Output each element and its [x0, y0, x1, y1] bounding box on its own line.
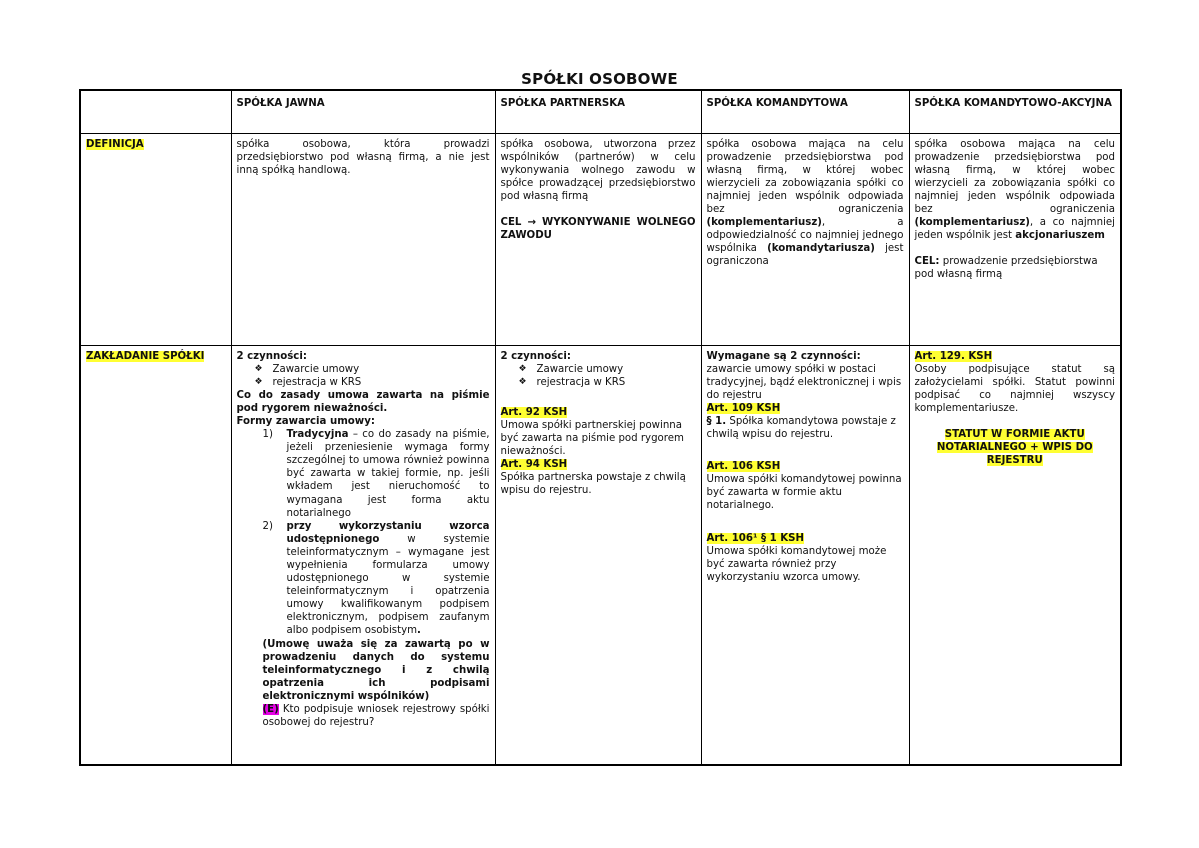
- row-label-definicja: [80, 133, 231, 345]
- zak-komandytowa: [701, 345, 909, 765]
- row-definicja: [80, 133, 1121, 345]
- cel-value: WYKONYWANIE WOLNEGO ZAWODU: [500, 216, 696, 242]
- zak-partnerska-art2: [501, 458, 696, 471]
- bold-text: przy wykorzystaniu wzorca udostępnionego: [286, 520, 490, 545]
- arrow-right-icon: →: [527, 216, 536, 228]
- def-ska-cel: [915, 255, 1116, 281]
- zak-komandytowa-intro: zawarcie umowy spółki w postaci tradycyjnej, bądź elektronicznej i wpis do rejestru: [706, 363, 902, 401]
- text: , a odpowiedzialność co najmniej jednego wspólnika: [706, 217, 904, 255]
- label-zakladanie: ZAKŁADANIE SPÓŁKI: [86, 350, 205, 362]
- text: .: [417, 625, 421, 637]
- item-number: 1): [262, 429, 273, 441]
- header-komandytowa: SPÓŁKA KOMANDYTOWA: [701, 90, 909, 133]
- bold-text: Tradycyjna: [286, 429, 349, 441]
- list-item: [237, 520, 490, 638]
- zak-partnerska-art1-text: Umowa spółki partnerskiej powinna być zawarta na piśmie pod rygorem nieważności.: [500, 419, 684, 458]
- article-ref: Art. 129. KSH: [914, 350, 993, 362]
- text: Kto podpisuje wniosek rejestrowy spółki osobowej do rejestru?: [262, 704, 490, 729]
- statut-note: STATUT W FORMIE AKTU NOTARIALNEGO + WPIS DO REJESTRU: [936, 428, 1093, 467]
- zak-jawna-bullets: [237, 363, 490, 389]
- row-zakladanie: [80, 345, 1121, 765]
- article-ref: Art. 106¹ § 1 KSH: [706, 532, 805, 544]
- text: – co do zasady na piśmie, jeżeli przeniesienie wymaga formy szczególnej to umowa również powinna być zawarta w takiej formie, np. jeśli wkładem jest nieruchomość to wymagana jest forma aktu notarialnego: [286, 429, 490, 519]
- zak-komandytowa-head: Wymagane są 2 czynności:: [706, 350, 861, 362]
- bold-text: (komandytariusza): [767, 243, 875, 255]
- article-ref: Art. 106 KSH: [706, 461, 781, 473]
- header-row: [80, 90, 1121, 133]
- cel-text: prowadzenie przedsiębiorstwa pod własną firmą: [914, 256, 1098, 281]
- article-ref: Art. 109 KSH: [706, 402, 781, 414]
- zak-komandytowa-art3-text: Umowa spółki komandytowej może być zawarta również przy wykorzystaniu wzorca umowy.: [706, 545, 887, 583]
- def-komandytowa: [701, 133, 909, 345]
- list-item: ❖ rejestracja w KRS: [519, 376, 696, 389]
- row-label-zakladanie: [80, 345, 231, 765]
- header-ska: SPÓŁKA KOMANDYTOWO-AKCYJNA: [909, 90, 1121, 133]
- zak-ska-art1-text: Osoby podpisujące statut są założycielami spółki. Statut powinni podpisać co najmniej wszyscy komplementariusze.: [914, 363, 1115, 414]
- zak-jawna-note: (Umowę uważa się za zawartą po w prowadzeniu danych do systemu teleinformatycznego i z chwilą opatrzenia ich podpisami elektronicznymi wspólników): [262, 638, 490, 702]
- text: Spółka komandytowa powstaje z chwilą wpisu do rejestru.: [706, 415, 896, 441]
- page-title: SPÓŁKI OSOBOWE: [521, 70, 678, 88]
- def-partnerska-cel: [501, 216, 696, 242]
- zak-komandytowa-art2-text: Umowa spółki komandytowej powinna być zawarta w formie aktu notarialnego.: [706, 474, 902, 512]
- zak-komandytowa-art1: [707, 402, 904, 415]
- article-ref: Art. 92 KSH: [500, 406, 568, 418]
- zak-ska-art1: [915, 350, 1116, 363]
- list-item: ❖ rejestracja w KRS: [255, 376, 490, 389]
- def-ska: [909, 133, 1121, 345]
- header-partnerska: SPÓŁKA PARTNERSKA: [495, 90, 701, 133]
- cel-label: CEL: [500, 216, 522, 228]
- zak-jawna-rule: Co do zasady umowa zawarta na piśmie pod rygorem nieważności.: [236, 389, 490, 414]
- zak-jawna-exam: [237, 703, 490, 729]
- header-empty: [80, 90, 231, 133]
- def-partnerska-text: spółka osobowa, utworzona przez wspólników (partnerów) w celu wykonywania wolnego zawodu w spółce prowadzącej przedsiębiorstwo pod własną firmą: [500, 138, 696, 202]
- zak-jawna-forms-list: [237, 428, 490, 638]
- zak-jawna-forms-head: Formy zawarcia umowy:: [236, 415, 375, 427]
- text: jest ograniczona: [706, 243, 904, 268]
- item-number: 2): [262, 520, 273, 532]
- exam-tag: (E): [262, 704, 279, 716]
- comparison-table: [79, 89, 1122, 766]
- text: w systemie teleinformatycznym – wymagane jest wypełnienia formularza umowy udostępnionego w systemie teleinformatycznym i opatrzenia umowy kwalifikowanym podpisem elektronicznym, podpisem zaufanym albo podpisem osobistym: [286, 533, 490, 637]
- text: spółka osobowa mająca na celu prowadzenie przedsiębiorstwa pod własną firmą, w której wobec wierzycieli za zobowiązania spółki co najmniej jeden wspólnik odpowiada bez ograniczenia: [706, 138, 904, 215]
- def-ska-text: [915, 138, 1116, 243]
- label-definicja: DEFINICJA: [86, 138, 144, 150]
- paragraph-ref: § 1.: [706, 415, 727, 427]
- list-item: ❖ Zawarcie umowy: [255, 363, 490, 376]
- def-jawna: spółka osobowa, która prowadzi przedsiębiorstwo pod własną firmą, a nie jest inną spółką handlową.: [231, 133, 495, 345]
- bold-text: (komplementariusz): [914, 217, 1030, 229]
- article-ref: Art. 94 KSH: [500, 459, 568, 471]
- zak-jawna: [231, 345, 495, 765]
- list-item: ❖ Zawarcie umowy: [519, 363, 696, 376]
- bold-text: (komplementariusz): [706, 217, 822, 229]
- zak-partnerska-bullets: [501, 363, 696, 389]
- zak-ska-statut: [915, 428, 1116, 467]
- zak-partnerska-art1: [501, 406, 696, 419]
- bold-text: akcjonariuszem: [1015, 230, 1105, 242]
- zak-ska: [909, 345, 1121, 765]
- zak-partnerska-art2-text: Spółka partnerska powstaje z chwilą wpisu do rejestru.: [500, 472, 686, 497]
- zak-partnerska-head: 2 czynności:: [500, 350, 571, 362]
- cel-label: CEL:: [914, 256, 940, 268]
- header-jawna: SPÓŁKA JAWNA: [231, 90, 495, 133]
- text: spółka osobowa mająca na celu prowadzenie przedsiębiorstwa pod własną firmą, w której wobec wierzycieli za zobowiązania spółki co najmniej jeden wspólnik odpowiada bez ograniczenia: [914, 138, 1115, 215]
- zak-partnerska: [495, 345, 701, 765]
- zak-jawna-head: 2 czynności:: [236, 350, 307, 362]
- zak-komandytowa-art1-text: [707, 415, 904, 441]
- def-partnerska: [495, 133, 701, 345]
- text: , a co najmniej jeden wspólnik jest: [914, 217, 1115, 242]
- zak-komandytowa-art2: [707, 460, 904, 473]
- list-item: [237, 428, 490, 520]
- zak-komandytowa-art3: [707, 532, 904, 545]
